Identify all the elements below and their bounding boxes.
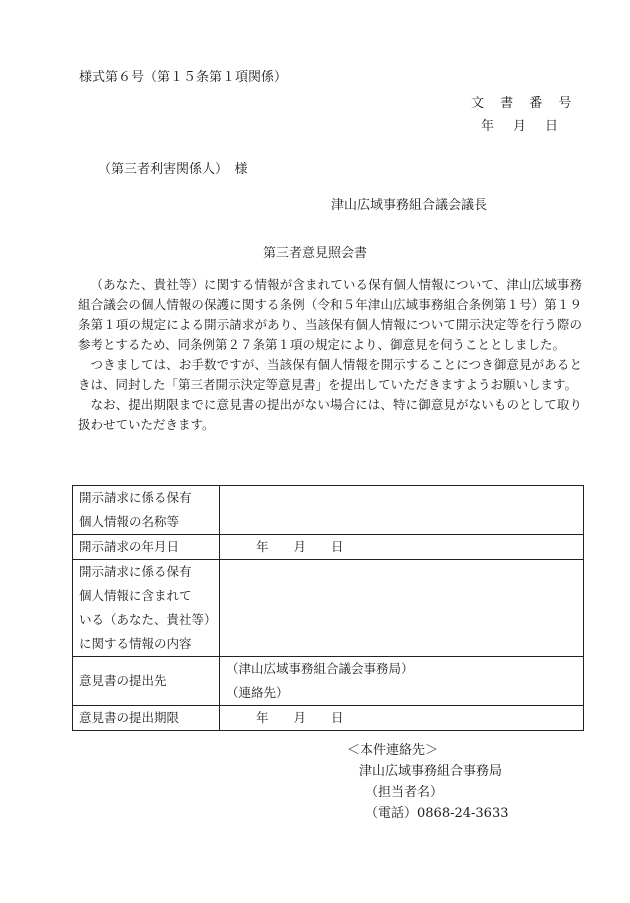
table-row [73, 706, 584, 731]
table-label-info-name [73, 486, 220, 535]
table-value-request-date[interactable]: 年 月 日 [220, 535, 584, 560]
table-value-info-content[interactable] [220, 560, 584, 657]
body-paragraph-3: なお、提出期限までに意見書の提出がない場合には、特に御意見がないものとして取り扱わせていただきます。 [78, 397, 582, 432]
contact-phone: （電話）0868-24-3633 [365, 806, 509, 821]
label-line: いる（あなた、貴社等） [79, 612, 217, 627]
label-line: 個人情報に含まれて [79, 588, 192, 603]
table-value-info-name[interactable] [220, 486, 584, 535]
table-label-request-date: 開示請求の年月日 [73, 535, 220, 560]
body-paragraph-1: （あなた、貴社等）に関する情報が含まれている保有個人情報について、津山広域事務組合議会の個人情報の保護に関する条例（令和５年津山広域事務組合条例第１号）第１９条第１項の規定による開示請求があり、当該保有個人情報について開示決定等を行う際の参考とするため、同条例第２７条第１項の規定により、御意見を伺うこととしました。 [78, 277, 582, 352]
table-value-submission-deadline[interactable]: 年 月 日 [220, 706, 584, 731]
table-label-submission-deadline: 意見書の提出期限 [73, 706, 220, 731]
label-line: 開示請求に係る保有 [79, 564, 192, 579]
label-line: 個人情報の名称等 [79, 514, 180, 529]
addressee: （第三者利害関係人） 様 [98, 162, 248, 177]
sender: 津山広域事務組合議会議長 [331, 198, 488, 213]
table-label-info-content [73, 560, 220, 657]
document-title: 第三者意見照会書 [262, 246, 367, 261]
contact-office: 津山広域事務組合事務局 [359, 764, 503, 779]
contact-heading: ＜本件連絡先＞ [347, 743, 439, 758]
table-row [73, 535, 584, 560]
form-number: 様式第６号（第１５条第１項関係） [79, 70, 288, 85]
table-row [73, 560, 584, 657]
table-value-submission-destination [220, 657, 584, 706]
label-line: 開示請求に係る保有 [79, 490, 192, 505]
body-paragraph-2: つきましては、お手数ですが、当該保有個人情報を開示することにつき御意見があるときは、同封した「第三者開示決定等意見書」を提出していただきますようお願いします。 [78, 357, 582, 392]
contact-person: （担当者名） [365, 785, 444, 800]
table-row [73, 657, 584, 706]
destination-office: （津山広域事務組合議会事務局） [226, 661, 414, 676]
body-text [78, 275, 582, 435]
table-row [73, 486, 584, 535]
contact-block [347, 740, 509, 824]
destination-contact: （連絡先） [226, 685, 289, 700]
table-label-submission-destination: 意見書の提出先 [73, 657, 220, 706]
document-date: 年 月 日 [481, 119, 562, 134]
document-number: 文 書 番 号 [471, 96, 578, 111]
label-line: に関する情報の内容 [79, 636, 192, 651]
info-table [72, 485, 584, 731]
